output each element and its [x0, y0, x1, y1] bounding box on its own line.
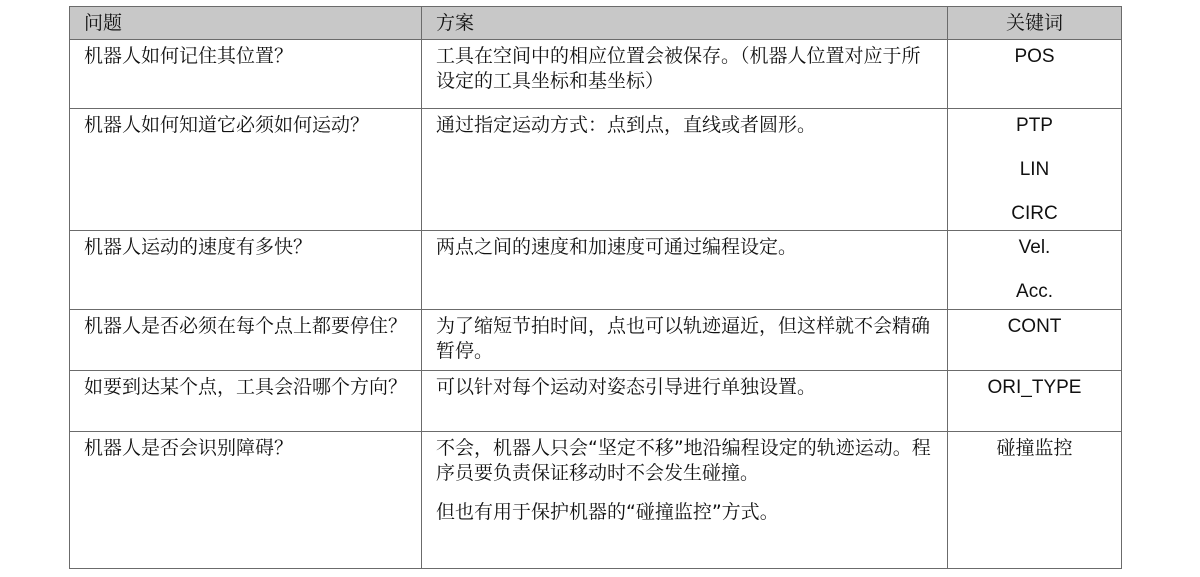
keyword-cell — [948, 40, 1122, 109]
keyword-text: CIRC — [1011, 203, 1058, 224]
header-question: 问题 — [70, 7, 422, 40]
table-row — [70, 109, 1122, 231]
solution-text: 为了缩短节拍时间，点也可以轨迹逼近，但这样就不会精确暂停。 — [436, 315, 931, 362]
solution-cell — [422, 371, 948, 432]
keyword-text: Vel. — [1018, 237, 1051, 258]
solution-cell — [422, 231, 948, 310]
question-cell: 机器人如何记住其位置？ — [70, 40, 422, 109]
question-cell: 机器人运动的速度有多快？ — [70, 231, 422, 310]
table-row — [70, 371, 1122, 432]
solution-cell — [422, 109, 948, 231]
header-row — [70, 7, 1122, 40]
table-row — [70, 231, 1122, 310]
solution-text: 两点之间的速度和加速度可通过编程设定。 — [436, 236, 798, 258]
table-row — [70, 40, 1122, 109]
question-cell: 机器人如何知道它必须如何运动？ — [70, 109, 422, 231]
table-row — [70, 432, 1122, 569]
solution-cell — [422, 40, 948, 109]
keyword-text: POS — [1014, 46, 1055, 67]
solution-cell — [422, 432, 948, 569]
table-row — [70, 310, 1122, 371]
solution-text: 可以针对每个运动对姿态引导进行单独设置。 — [436, 376, 817, 398]
question-cell: 如要到达某个点，工具会沿哪个方向？ — [70, 371, 422, 432]
solution-text: 通过指定运动方式：点到点，直线或者圆形。 — [436, 114, 817, 136]
keyword-text: PTP — [1016, 115, 1053, 136]
keyword-cell — [948, 371, 1122, 432]
keyword-cell — [948, 109, 1122, 231]
solution-text: 工具在空间中的相应位置会被保存。（机器人位置对应于所设定的工具坐标和基坐标） — [436, 45, 921, 92]
solution-text: 不会，机器人只会“坚定不移”地沿编程设定的轨迹运动。程序员要负责保证移动时不会发生碰撞。 — [436, 437, 931, 484]
keyword-cell — [948, 310, 1122, 371]
keyword-text: Acc. — [1016, 281, 1053, 302]
question-cell: 机器人是否会识别障碍？ — [70, 432, 422, 569]
solution-cell — [422, 310, 948, 371]
header-keyword: 关键词 — [948, 7, 1122, 40]
keyword-cell — [948, 432, 1122, 569]
keyword-cell — [948, 231, 1122, 310]
header-solution: 方案 — [422, 7, 948, 40]
keyword-text: CONT — [1007, 316, 1062, 337]
solution-text: 但也有用于保护机器的“碰撞监控”方式。 — [436, 501, 779, 523]
keyword-text: ORI_TYPE — [987, 377, 1082, 398]
qa-table — [69, 6, 1122, 569]
question-cell: 机器人是否必须在每个点上都要停住？ — [70, 310, 422, 371]
keyword-text: 碰撞监控 — [996, 438, 1073, 459]
keyword-text: LIN — [1019, 159, 1050, 180]
